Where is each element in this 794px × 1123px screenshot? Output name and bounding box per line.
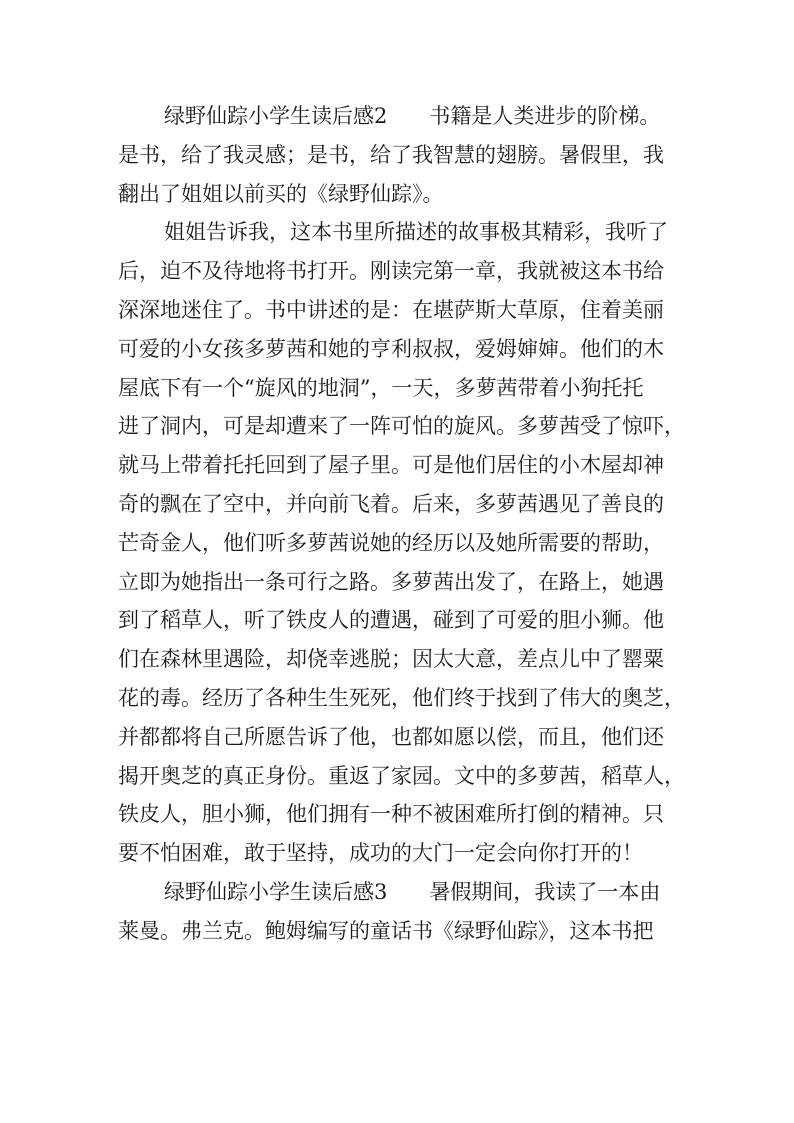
text-line: 奇的飘在了空中，并向前飞着。后来，多萝茜遇见了善良的 <box>118 491 664 516</box>
text-line: 绿野仙踪小学生读后感3 暑假期间，我读了一本由 <box>164 879 661 904</box>
text-line: 姐姐告诉我，这本书里所描述的故事极其精彩，我听了 <box>164 220 668 245</box>
text-line: 后，迫不及待地将书打开。刚读完第一章，我就被这本书给 <box>118 259 664 284</box>
text-line: 立即为她指出一条可行之路。多萝茜出发了，在路上，她遇 <box>118 569 664 594</box>
text-line: 进了洞内，可是却遭来了一阵可怕的旋风。多萝茜受了惊吓， <box>118 414 685 439</box>
text-line: 并都都将自己所愿告诉了他，也都如愿以偿，而且，他们还 <box>118 724 664 749</box>
text-line: 可爱的小女孩多萝茜和她的亨利叔叔，爱姆婶婶。他们的木 <box>118 336 664 361</box>
text-line: 到了稻草人，听了铁皮人的遭遇，碰到了可爱的胆小狮。他 <box>118 608 664 633</box>
text-line: 铁皮人，胆小狮，他们拥有一种不被困难所打倒的精神。只 <box>118 802 664 827</box>
text-line: 揭开奥芝的真正身份。重返了家园。文中的多萝茜，稻草人， <box>118 763 685 788</box>
text-line: 就马上带着托托回到了屋子里。可是他们居住的小木屋却神 <box>118 453 664 478</box>
text-line: 要不怕困难，敢于坚持，成功的大门一定会向你打开的！ <box>118 841 643 866</box>
text-line: 花的毒。经历了各种生生死死，他们终于找到了伟大的奥芝， <box>118 685 685 710</box>
text-line: 莱曼。弗兰克。鲍姆编写的童话书《绿野仙踪》，这本书把 <box>118 918 654 943</box>
text-line: 屋底下有一个“旋风的地洞”，一天，多萝茜带着小狗托托 <box>118 375 644 400</box>
essay-text <box>118 97 685 951</box>
text-line: 是书，给了我灵感；是书，给了我智慧的翅膀。暑假里，我 <box>118 142 664 167</box>
text-line: 们在森林里遇险，却侥幸逃脱；因太大意，差点儿中了罂粟 <box>118 647 664 672</box>
text-line: 绿野仙踪小学生读后感2 书籍是人类进步的阶梯。 <box>164 104 661 128</box>
text-line: 芒奇金人，他们听多萝茜说她的经历以及她所需要的帮助， <box>118 530 664 555</box>
text-line: 深深地迷住了。书中讲述的是：在堪萨斯大草原，住着美丽 <box>118 297 664 322</box>
text-line: 翻出了姐姐以前买的《绿野仙踪》。 <box>118 181 444 206</box>
